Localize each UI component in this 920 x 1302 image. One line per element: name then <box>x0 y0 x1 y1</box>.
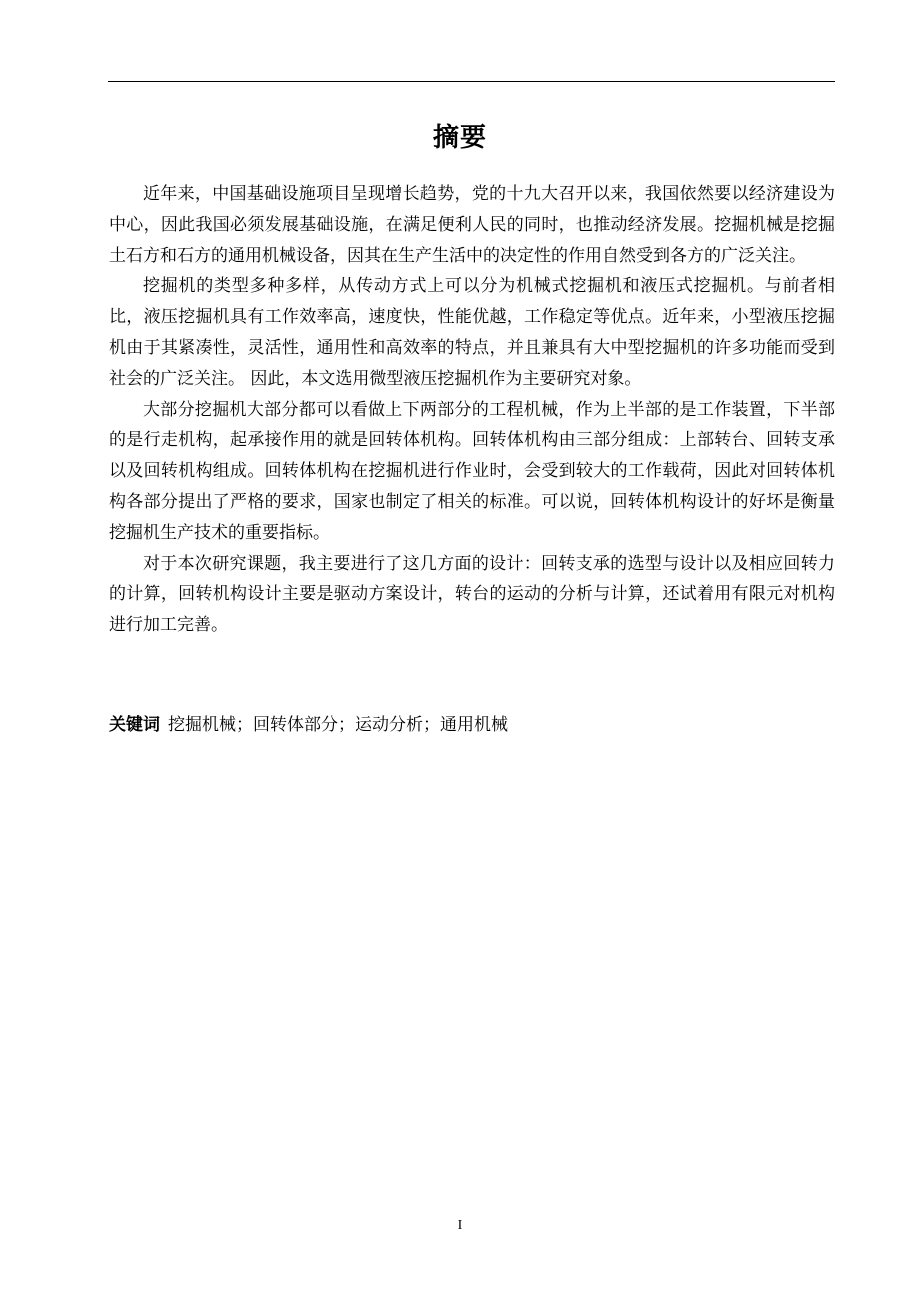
paragraph-1: 近年来，中国基础设施项目呈现增长趋势，党的十九大召开以来，我国依然要以经济建设为中心，因此我国必须发展基础设施，在满足便利人民的同时，也推动经济发展。挖掘机械是挖掘土石方和石方的通用机械设备，因其在生产生活中的决定性的作用自然受到各方的广泛关注。 <box>109 184 835 266</box>
paragraph-2: 挖掘机的类型多种多样，从传动方式上可以分为机械式挖掘机和液压式挖掘机。与前者相比，液压挖掘机具有工作效率高，速度快，性能优越，工作稳定等优点。近年来，小型液压挖掘机由于其紧凑性，灵活性，通用性和高效率的特点，并且兼具有大中型挖掘机的许多功能而受到社会的广泛关注。 因此，本文选用微型液压挖掘机作为主要研究对象。 <box>109 276 835 389</box>
keywords-label: 关键词 <box>109 715 160 735</box>
paragraph-4: 对于本次研究课题，我主要进行了这几方面的设计：回转支承的选型与设计以及相应回转力的计算，回转机构设计主要是驱动方案设计，转台的运动的分析与计算，还试着用有限元对机构进行加工完善。 <box>109 553 835 636</box>
abstract-body <box>109 179 835 641</box>
abstract-title: 摘要 <box>432 123 487 153</box>
header-rule <box>108 81 835 82</box>
keywords-line <box>109 710 835 740</box>
keywords-text: 挖掘机械；回转体部分；运动分析；通用机械 <box>168 715 508 735</box>
page-number: I <box>457 1218 463 1233</box>
paragraph-3: 大部分挖掘机大部分都可以看做上下两部分的工程机械，作为上半部的是工作装置，下半部的是行走机构，起承接作用的就是回转体机构。回转体机构由三部分组成：上部转台、回转支承以及回转机构组成。回转体机构在挖掘机进行作业时，会受到较大的工作载荷，因此对回转体机构各部分提出了严格的要求，国家也制定了相关的标准。可以说，回转体机构设计的好坏是衡量挖掘机生产技术的重要指标。 <box>109 399 835 543</box>
